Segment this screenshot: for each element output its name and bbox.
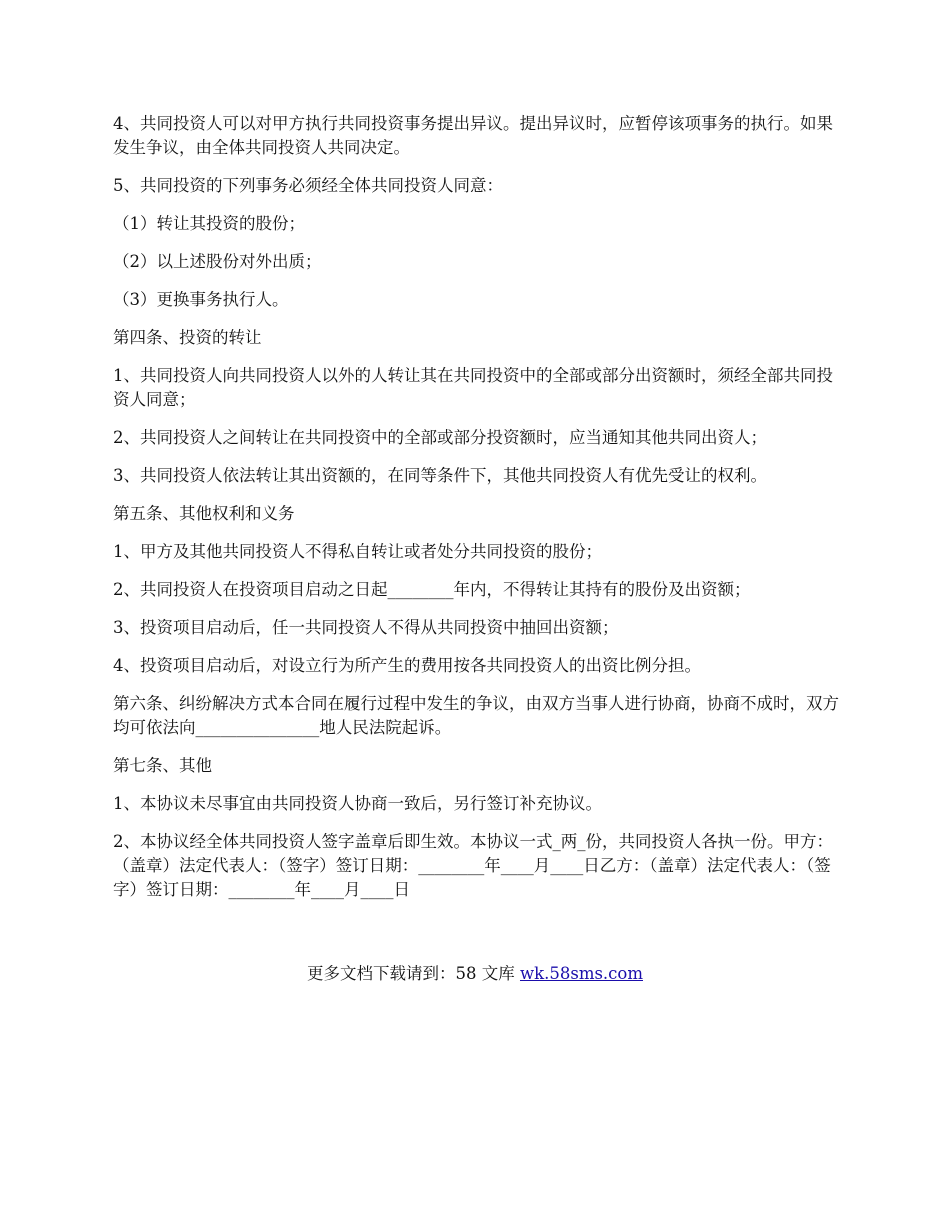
footer-text: 更多文档下载请到：58 文库 <box>306 964 520 983</box>
clause-7-heading: 第七条、其他 <box>113 756 212 775</box>
clause-5-item-3: 3、投资项目启动后，任一共同投资人不得从共同投资中抽回出资额； <box>113 618 619 637</box>
clause-5-item-1: 1、甲方及其他共同投资人不得私自转让或者处分共同投资的股份； <box>113 542 602 561</box>
clause-3-item-4: 4、共同投资人可以对甲方执行共同投资事务提出异议。提出异议时，应暂停该项事务的执行。如果发生争议，由全体共同投资人共同决定。 <box>113 114 833 157</box>
clause-5-heading: 第五条、其他权利和义务 <box>113 504 295 523</box>
clause-4-item-1: 1、共同投资人向共同投资人以外的人转让其在共同投资中的全部或部分出资额时，须经全部共同投资人同意； <box>113 366 833 409</box>
clause-3-item-5-sub-2: （2）以上述股份对外出质； <box>113 252 322 271</box>
clause-7-item-2-signatures: 2、本协议经全体共同投资人签字盖章后即生效。本协议一式_两_份，共同投资人各执一份。甲方：（盖章）法定代表人：（签字）签订日期：________年____月____日乙方：（盖章）法定代表人：（签字）签订日期：________年____月____日 <box>113 832 833 899</box>
clause-5-item-4: 4、投资项目启动后，对设立行为所产生的费用按各共同投资人的出资比例分担。 <box>113 656 701 675</box>
document-body <box>113 112 843 916</box>
clause-4-heading: 第四条、投资的转让 <box>113 328 262 347</box>
clause-6-dispute-resolution: 第六条、纠纷解决方式本合同在履行过程中发生的争议，由双方当事人进行协商，协商不成时，双方均可依法向_______________地人民法院起诉。 <box>113 694 839 737</box>
clause-4-item-2: 2、共同投资人之间转让在共同投资中的全部或部分投资额时，应当通知其他共同出资人； <box>113 428 767 447</box>
clause-3-item-5-sub-1: （1）转让其投资的股份； <box>113 214 305 233</box>
footer-link[interactable]: wk.58sms.com <box>519 964 643 983</box>
clause-3-item-5: 5、共同投资的下列事务必须经全体共同投资人同意： <box>113 176 503 195</box>
clause-7-item-1: 1、本协议未尽事宜由共同投资人协商一致后，另行签订补充协议。 <box>113 794 602 813</box>
clause-5-item-2: 2、共同投资人在投资项目启动之日起________年内，不得转让其持有的股份及出资额； <box>113 580 751 599</box>
clause-3-item-5-sub-3: （3）更换事务执行人。 <box>113 290 289 309</box>
clause-4-item-3: 3、共同投资人依法转让其出资额的，在同等条件下，其他共同投资人有优先受让的权利。 <box>113 466 767 485</box>
download-footer <box>0 962 950 986</box>
